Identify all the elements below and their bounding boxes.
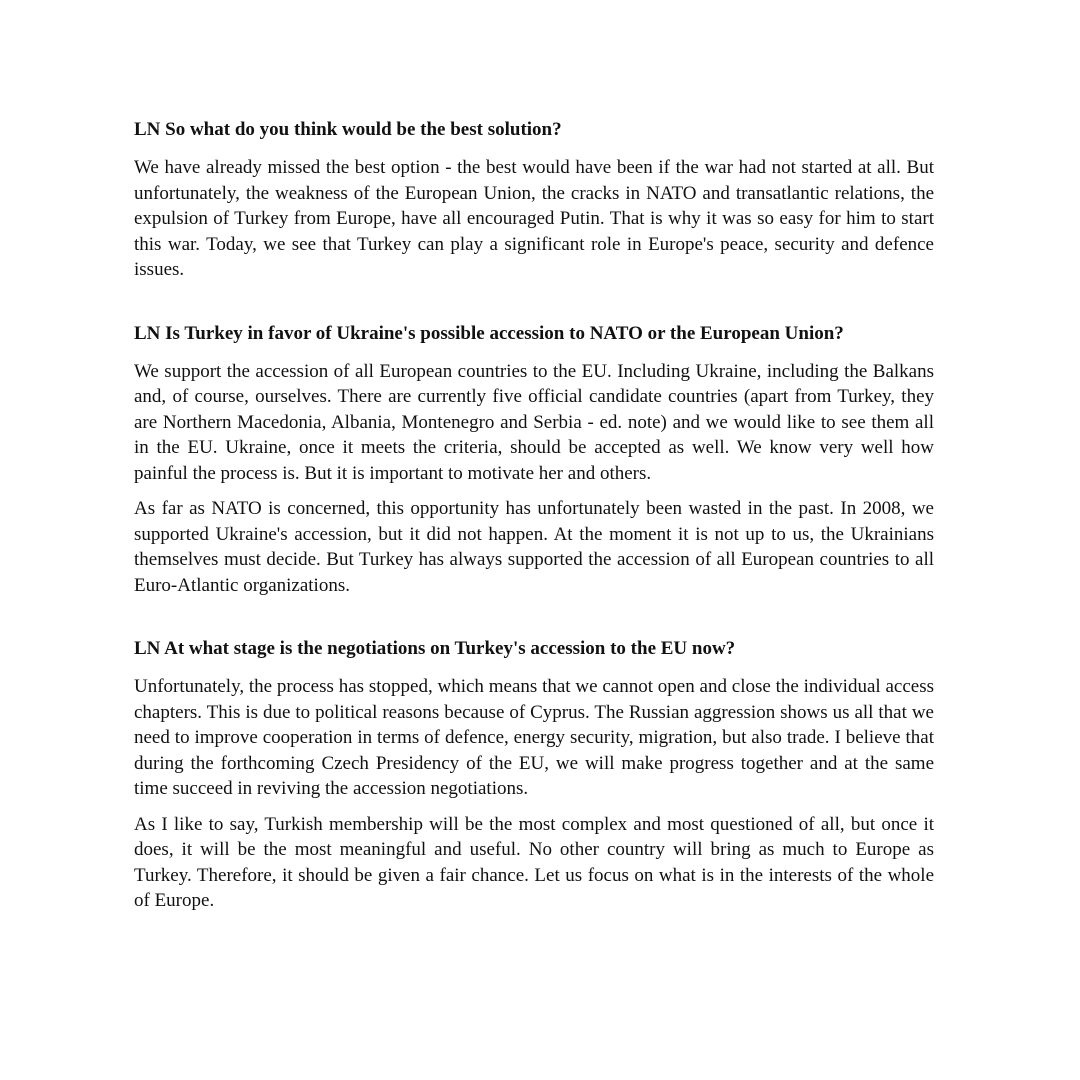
- interview-question: LN So what do you think would be the best solution?: [134, 119, 562, 140]
- interview-answer: As far as NATO is concerned, this opportunity has unfortunately been wasted in the past. In 2008, we supported Ukraine's accession, but it did not happen. At the moment it is not up to us, the Ukrainians themselves must decide. But Turkey has always supported the accession of all European countries to all Euro-Atlantic organizations.: [134, 498, 934, 596]
- interview-section-eu-negotiations: [134, 636, 934, 914]
- interview-question: LN Is Turkey in favor of Ukraine's possible accession to NATO or the European Union?: [134, 322, 844, 344]
- interview-section-ukraine-accession: [134, 321, 934, 599]
- interview-answer: As I like to say, Turkish membership will be the most complex and most questioned of all, but once it does, it will be the most meaningful and useful. No other country will bring as much to Europe as Turkey. Therefore, it should be given a fair chance. Let us focus on what is in the interests of the whole of Europe.: [134, 813, 934, 911]
- interview-answer: We have already missed the best option - the best would have been if the war had not started at all. But unfortunately, the weakness of the European Union, the cracks in NATO and transatlantic relations, the expulsion of Turkey from Europe, have all encouraged Putin. That is why it was so easy for him to start this war. Today, we see that Turkey can play a significant role in Europe's peace, security and defence issues.: [134, 157, 934, 280]
- interview-section-best-solution: [134, 117, 934, 283]
- interview-content: [134, 117, 934, 914]
- interview-answer: We support the accession of all European countries to the EU. Including Ukraine, including the Balkans and, of course, ourselves. There are currently five official candidate countries (apart from Turkey, they are Northern Macedonia, Albania, Montenegro and Serbia - ed. note) and we would like to see them all in the EU. Ukraine, once it meets the criteria, should be accepted as well. We know very well how painful the process is. But it is important to motivate her and others.: [134, 360, 934, 484]
- interview-question: LN At what stage is the negotiations on Turkey's accession to the EU now?: [134, 638, 736, 659]
- interview-answer: Unfortunately, the process has stopped, which means that we cannot open and close the individual access chapters. This is due to political reasons because of Cyprus. The Russian aggression shows us all that we need to improve cooperation in terms of defence, energy security, migration, but also trade. I believe that during the forthcoming Czech Presidency of the EU, we will make progress together and at the same time succeed in reviving the accession negotiations.: [134, 676, 934, 799]
